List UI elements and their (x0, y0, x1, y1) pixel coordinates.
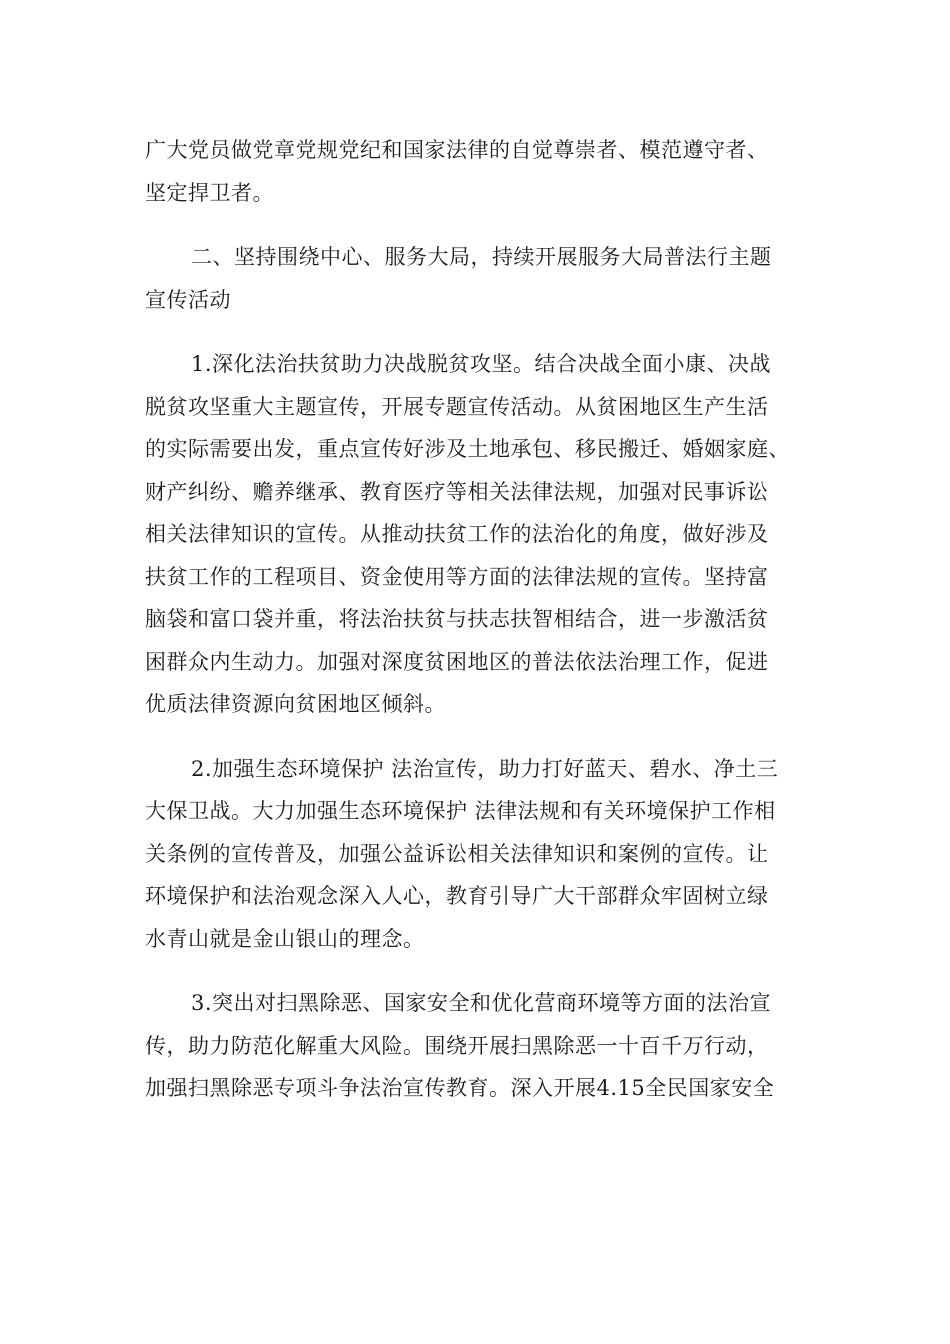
text-line: 加强扫黑除恶专项斗争法治宣传教育。深入开展4.15全民国家安全 (145, 1076, 775, 1100)
text-line: 的实际需要出发，重点宣传好涉及土地承包、移民搬迁、婚姻家庭、 (145, 437, 790, 461)
text-line: 传，助力防范化解重大风险。围绕开展扫黑除恶一十百千万行动， (145, 1033, 769, 1058)
text-line: 坚定捍卫者。 (145, 180, 274, 205)
text-line: 优质法律资源向贫困地区倾斜。 (145, 692, 446, 716)
text-line: 脑袋和富口袋并重，将法治扶贫与扶志扶智相结合，进一步激活贫 (145, 607, 769, 631)
text-line: 二、坚持围绕中心、服务大局，持续开展服务大局普法行主题 (191, 245, 772, 269)
document-body (145, 129, 810, 1130)
text-line: 脱贫攻坚重大主题宣传，开展专题宣传活动。从贫困地区生产生活 (145, 394, 769, 419)
paragraph-item-3 (145, 982, 810, 1110)
text-line: 宣传活动 (145, 287, 231, 312)
text-line: 财产纠纷、赡养继承、教育医疗等相关法律法规，加强对民事诉讼 (145, 479, 769, 504)
text-line: 2.加强生态环境保护 法治宣传，助力打好蓝天、碧水、净土三 (191, 756, 779, 781)
text-line: 扶贫工作的工程项目、资金使用等方面的法律法规的宣传。坚持富 (145, 564, 769, 589)
text-line: 广大党员做党章党规党纪和国家法律的自觉尊崇者、模范遵守者、 (145, 138, 769, 162)
text-line: 3.突出对扫黑除恶、国家安全和优化营商环境等方面的法治宣 (191, 991, 772, 1015)
section-heading (145, 236, 810, 321)
text-line: 困群众内生动力。加强对深度贫困地区的普法依法治理工作，促进 (145, 649, 769, 674)
text-line: 相关法律知识的宣传。从推动扶贫工作的法治化的角度，做好涉及 (145, 522, 769, 546)
text-line: 关条例的宣传普及，加强公益诉讼相关法律知识和案例的宣传。让 (145, 841, 769, 866)
paragraph-item-2 (145, 748, 810, 961)
paragraph-item-1 (145, 343, 810, 726)
text-line: 水青山就是金山银山的理念。 (145, 926, 425, 951)
text-line: 环境保护和法治观念深入人心，教育引导广大干部群众牢固树立绿 (145, 884, 769, 908)
paragraph-continuation (145, 129, 810, 214)
text-line: 大保卫战。大力加强生态环境保护 法律法规和有关环境保护工作相 (145, 799, 776, 823)
text-line: 1.深化法治扶贫助力决战脱贫攻坚。结合决战全面小康、决战 (191, 352, 772, 376)
